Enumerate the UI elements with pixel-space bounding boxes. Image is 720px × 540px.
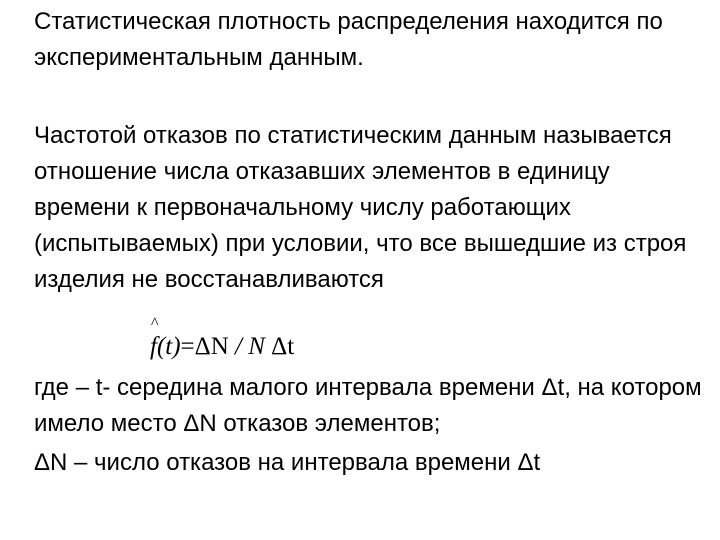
hat-symbol: ^: [151, 315, 159, 332]
paragraph-density-definition: Статистическая плотность распределения находится по экспериментальным данным.: [34, 8, 663, 71]
paragraph-where-t: где – t- середина малого интервала времени Δt, на котором имело место ΔN отказов элементов;: [34, 374, 702, 437]
failure-rate-formula: [150, 315, 295, 364]
formula-slash: /: [228, 333, 249, 360]
formula-n: N: [248, 333, 265, 360]
paragraph-failure-rate-definition: Частотой отказов по статистическим данным называется отношение числа отказавших элементов в единицу времени к первоначальному числу работающих (испытываемых) при условии, что все вышедшие из строя изделия не восстанавливаются: [34, 122, 687, 293]
formula-lhs: f(t): [150, 333, 181, 360]
paragraph-delta-n: ΔN – число отказов на интервала времени Δt: [34, 449, 541, 476]
formula-eq-delta-n: =ΔN: [180, 333, 229, 360]
formula-delta-t: Δt: [264, 333, 295, 360]
